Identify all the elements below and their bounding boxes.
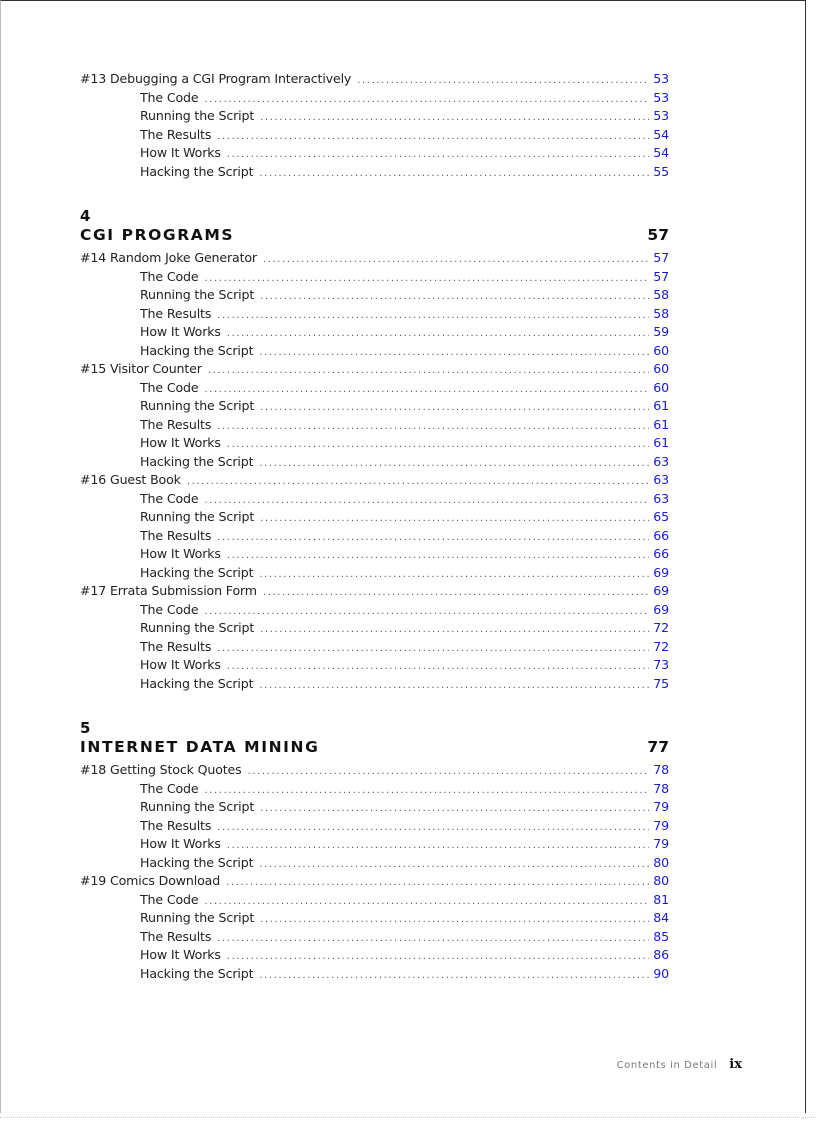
toc-subentry[interactable] xyxy=(80,89,669,108)
toc-entry-title[interactable]: How It Works xyxy=(140,435,221,450)
toc-page-link[interactable]: 57 xyxy=(653,250,669,265)
toc-page-link[interactable]: 60 xyxy=(653,361,669,376)
toc-page-link[interactable]: 73 xyxy=(653,657,669,672)
toc-subentry[interactable] xyxy=(80,817,669,836)
toc-entry-title[interactable]: The Results xyxy=(140,126,212,142)
dot-leader xyxy=(227,436,649,453)
chapter-page-number[interactable]: 57 xyxy=(647,226,669,244)
dot-leader xyxy=(263,584,649,601)
toc-subentry[interactable] xyxy=(80,434,669,453)
dot-leader xyxy=(217,128,649,145)
toc-subentry[interactable] xyxy=(80,780,669,799)
toc-section-continued xyxy=(80,70,669,181)
toc-page-link[interactable]: 84 xyxy=(653,910,669,925)
page-footer xyxy=(600,1057,742,1072)
chapter-number: 5 xyxy=(80,719,91,737)
toc-subentry[interactable] xyxy=(80,342,669,361)
dot-leader xyxy=(227,837,649,854)
toc-entry-title[interactable]: Hacking the Script xyxy=(140,342,254,358)
toc-entry-title[interactable]: The Code xyxy=(140,780,199,796)
toc-subentry[interactable] xyxy=(80,854,669,873)
dot-leader xyxy=(208,362,649,379)
dot-leader xyxy=(260,510,649,527)
dot-leader xyxy=(204,492,649,509)
toc-entry-title[interactable]: The Code xyxy=(140,379,199,395)
toc-entry-title[interactable]: Hacking the Script xyxy=(140,453,254,469)
toc-page-link[interactable]: 80 xyxy=(653,873,669,888)
toc-page-link[interactable]: 79 xyxy=(653,836,669,851)
toc-page-link[interactable]: 55 xyxy=(653,163,669,179)
toc-subentry[interactable] xyxy=(80,323,669,342)
dot-leader xyxy=(204,893,649,910)
toc-entry-title[interactable]: The Results xyxy=(140,928,212,944)
toc-entry-title[interactable]: How It Works xyxy=(140,657,221,672)
toc-page-link[interactable]: 81 xyxy=(653,891,669,907)
dot-leader xyxy=(259,677,649,694)
dot-leader xyxy=(227,325,649,342)
toc-entry-title[interactable]: Hacking the Script xyxy=(140,163,254,179)
toc-entry-title[interactable]: The Results xyxy=(140,416,212,432)
dot-leader xyxy=(248,763,650,780)
dot-leader xyxy=(217,930,649,947)
toc-page-link[interactable]: 69 xyxy=(653,601,669,617)
dot-leader xyxy=(226,874,649,891)
dot-leader xyxy=(204,270,649,287)
toc-entry-title[interactable]: The Code xyxy=(140,268,199,284)
chapter-entries xyxy=(80,249,669,693)
toc-subentry[interactable] xyxy=(80,638,669,657)
toc-page-link[interactable]: 86 xyxy=(653,947,669,962)
toc-page-link[interactable]: 72 xyxy=(653,638,669,654)
toc-subentry[interactable] xyxy=(80,416,669,435)
toc-page-link[interactable]: 60 xyxy=(653,379,669,395)
toc-subentry[interactable] xyxy=(80,379,669,398)
chapter-entries xyxy=(80,761,669,983)
toc-page-link[interactable]: 61 xyxy=(653,398,669,413)
toc-subentry[interactable] xyxy=(80,835,669,854)
toc-subentry[interactable] xyxy=(80,545,669,564)
chapter-title[interactable]: INTERNET DATA MINING xyxy=(80,738,320,756)
toc-entry-title[interactable]: The Code xyxy=(140,891,199,907)
toc-subentry[interactable] xyxy=(80,656,669,675)
table-of-contents xyxy=(80,70,669,983)
dot-leader xyxy=(263,251,649,268)
toc-entry-title[interactable]: How It Works xyxy=(140,947,221,962)
toc-subentry[interactable] xyxy=(80,601,669,620)
toc-entry-title[interactable]: The Results xyxy=(140,527,212,543)
dot-leader xyxy=(227,948,649,965)
toc-entry-title[interactable]: Running the Script xyxy=(140,509,255,524)
toc-entry[interactable] xyxy=(80,582,669,601)
dot-leader xyxy=(259,967,649,984)
dot-leader xyxy=(260,800,649,817)
dot-leader xyxy=(260,911,649,928)
dot-leader xyxy=(227,547,649,564)
dot-leader xyxy=(260,399,649,416)
toc-entry-title[interactable]: Hacking the Script xyxy=(140,965,254,981)
footer-running-title: Contents in Detail xyxy=(616,1060,718,1071)
dot-leader xyxy=(259,344,649,361)
dot-leader xyxy=(217,819,649,836)
toc-entry[interactable] xyxy=(80,360,669,379)
toc-page-link[interactable]: 53 xyxy=(653,108,669,123)
toc-entry-title[interactable]: How It Works xyxy=(140,145,221,160)
toc-page-link[interactable]: 66 xyxy=(653,527,669,543)
toc-entry-title[interactable]: Hacking the Script xyxy=(140,675,254,691)
toc-subentry[interactable] xyxy=(80,527,669,546)
dot-leader xyxy=(259,455,649,472)
toc-entry-title[interactable]: Hacking the Script xyxy=(140,854,254,870)
toc-page-link[interactable]: 79 xyxy=(653,799,669,814)
toc-page-link[interactable]: 90 xyxy=(653,965,669,981)
dot-leader xyxy=(217,640,649,657)
toc-subentry[interactable] xyxy=(80,490,669,509)
toc-page-link[interactable]: 78 xyxy=(653,762,669,777)
toc-entry-title[interactable]: #13 Debugging a CGI Program Interactively xyxy=(80,71,352,86)
toc-page-link[interactable]: 58 xyxy=(653,305,669,321)
toc-page-link[interactable]: 60 xyxy=(653,342,669,358)
toc-subentry[interactable] xyxy=(80,619,669,638)
footer-page-number: ix xyxy=(729,1057,742,1072)
toc-page-link[interactable]: 85 xyxy=(653,928,669,944)
toc-entry-title[interactable]: How It Works xyxy=(140,546,221,561)
dot-leader xyxy=(204,782,649,799)
toc-entry-title[interactable]: Running the Script xyxy=(140,620,255,635)
toc-entry-title[interactable]: How It Works xyxy=(140,324,221,339)
toc-page-link[interactable]: 61 xyxy=(653,435,669,450)
toc-entry-title[interactable]: #14 Random Joke Generator xyxy=(80,250,257,265)
toc-entry[interactable] xyxy=(80,872,669,891)
toc-entry-title[interactable]: Running the Script xyxy=(140,398,255,413)
toc-entry-title[interactable]: Running the Script xyxy=(140,910,255,925)
toc-page-link[interactable]: 69 xyxy=(653,583,669,598)
toc-subentry[interactable] xyxy=(80,928,669,947)
toc-entry-title[interactable]: The Results xyxy=(140,817,212,833)
toc-subentry[interactable] xyxy=(80,144,669,163)
dot-leader xyxy=(260,621,649,638)
toc-entry-title[interactable]: The Code xyxy=(140,490,199,506)
toc-page-link[interactable]: 54 xyxy=(653,126,669,142)
chapter-heading-5 xyxy=(80,719,669,757)
toc-subentry[interactable] xyxy=(80,965,669,984)
dot-leader xyxy=(217,529,649,546)
toc-subentry[interactable] xyxy=(80,798,669,817)
toc-page-link[interactable]: 69 xyxy=(653,564,669,580)
toc-entry-title[interactable]: The Results xyxy=(140,305,212,321)
chapter-title[interactable]: CGI PROGRAMS xyxy=(80,226,235,244)
toc-subentry[interactable] xyxy=(80,909,669,928)
toc-page-link[interactable]: 63 xyxy=(653,453,669,469)
toc-entry-title[interactable]: How It Works xyxy=(140,836,221,851)
toc-page-link[interactable]: 57 xyxy=(653,268,669,284)
chapter-number: 4 xyxy=(80,207,91,225)
toc-entry-title[interactable]: #17 Errata Submission Form xyxy=(80,583,257,598)
dot-leader xyxy=(204,603,649,620)
dot-leader xyxy=(227,146,649,163)
toc-subentry[interactable] xyxy=(80,268,669,287)
toc-subentry[interactable] xyxy=(80,286,669,305)
toc-subentry[interactable] xyxy=(80,564,669,583)
toc-page-link[interactable]: 80 xyxy=(653,854,669,870)
toc-entry-title[interactable]: Running the Script xyxy=(140,799,255,814)
toc-page-link[interactable]: 72 xyxy=(653,620,669,635)
toc-entry-title[interactable]: Running the Script xyxy=(140,287,255,302)
toc-entry-title[interactable]: The Code xyxy=(140,89,199,105)
dot-leader xyxy=(259,165,649,182)
toc-subentry[interactable] xyxy=(80,946,669,965)
toc-page-link[interactable]: 53 xyxy=(653,71,669,86)
toc-page-link[interactable]: 58 xyxy=(653,287,669,302)
toc-entry-title[interactable]: The Code xyxy=(140,601,199,617)
toc-subentry[interactable] xyxy=(80,675,669,694)
toc-entry-title[interactable]: The Results xyxy=(140,638,212,654)
dot-leader xyxy=(227,658,649,675)
dot-leader xyxy=(260,288,649,305)
toc-page-link[interactable]: 63 xyxy=(653,472,669,487)
page-bottom-edge xyxy=(0,1117,816,1118)
chapter-page-number[interactable]: 77 xyxy=(647,738,669,756)
toc-page-link[interactable]: 59 xyxy=(653,324,669,339)
toc-entry-title[interactable]: #15 Visitor Counter xyxy=(80,361,202,376)
dot-leader xyxy=(260,109,649,126)
toc-entry[interactable] xyxy=(80,761,669,780)
toc-subentry[interactable] xyxy=(80,508,669,527)
dot-leader xyxy=(217,418,649,435)
toc-entry-title[interactable]: Hacking the Script xyxy=(140,564,254,580)
chapter-heading-4 xyxy=(80,207,669,245)
toc-entry-title[interactable]: #19 Comics Download xyxy=(80,873,221,888)
dot-leader xyxy=(187,473,649,490)
toc-subentry[interactable] xyxy=(80,453,669,472)
toc-entry-title[interactable]: #18 Getting Stock Quotes xyxy=(80,762,242,777)
dot-leader xyxy=(357,72,649,89)
toc-page-link[interactable]: 79 xyxy=(653,817,669,833)
toc-page-link[interactable]: 61 xyxy=(653,416,669,432)
toc-subentry[interactable] xyxy=(80,107,669,126)
toc-page-link[interactable]: 78 xyxy=(653,780,669,796)
dot-leader xyxy=(204,381,649,398)
dot-leader xyxy=(259,566,649,583)
toc-page-link[interactable]: 53 xyxy=(653,89,669,105)
toc-entry-title[interactable]: #16 Guest Book xyxy=(80,472,181,487)
toc-page-link[interactable]: 65 xyxy=(653,509,669,524)
toc-entry[interactable] xyxy=(80,471,669,490)
toc-subentry[interactable] xyxy=(80,126,669,145)
toc-subentry[interactable] xyxy=(80,305,669,324)
toc-subentry[interactable] xyxy=(80,163,669,182)
toc-entry-title[interactable]: Running the Script xyxy=(140,108,255,123)
toc-page-link[interactable]: 75 xyxy=(653,675,669,691)
dot-leader xyxy=(259,856,649,873)
toc-page-link[interactable]: 66 xyxy=(653,546,669,561)
dot-leader xyxy=(217,307,649,324)
toc-subentry[interactable] xyxy=(80,397,669,416)
toc-entry[interactable] xyxy=(80,249,669,268)
toc-page-link[interactable]: 54 xyxy=(653,145,669,160)
toc-entry[interactable] xyxy=(80,70,669,89)
dot-leader xyxy=(204,91,649,108)
toc-subentry[interactable] xyxy=(80,891,669,910)
toc-page-link[interactable]: 63 xyxy=(653,490,669,506)
